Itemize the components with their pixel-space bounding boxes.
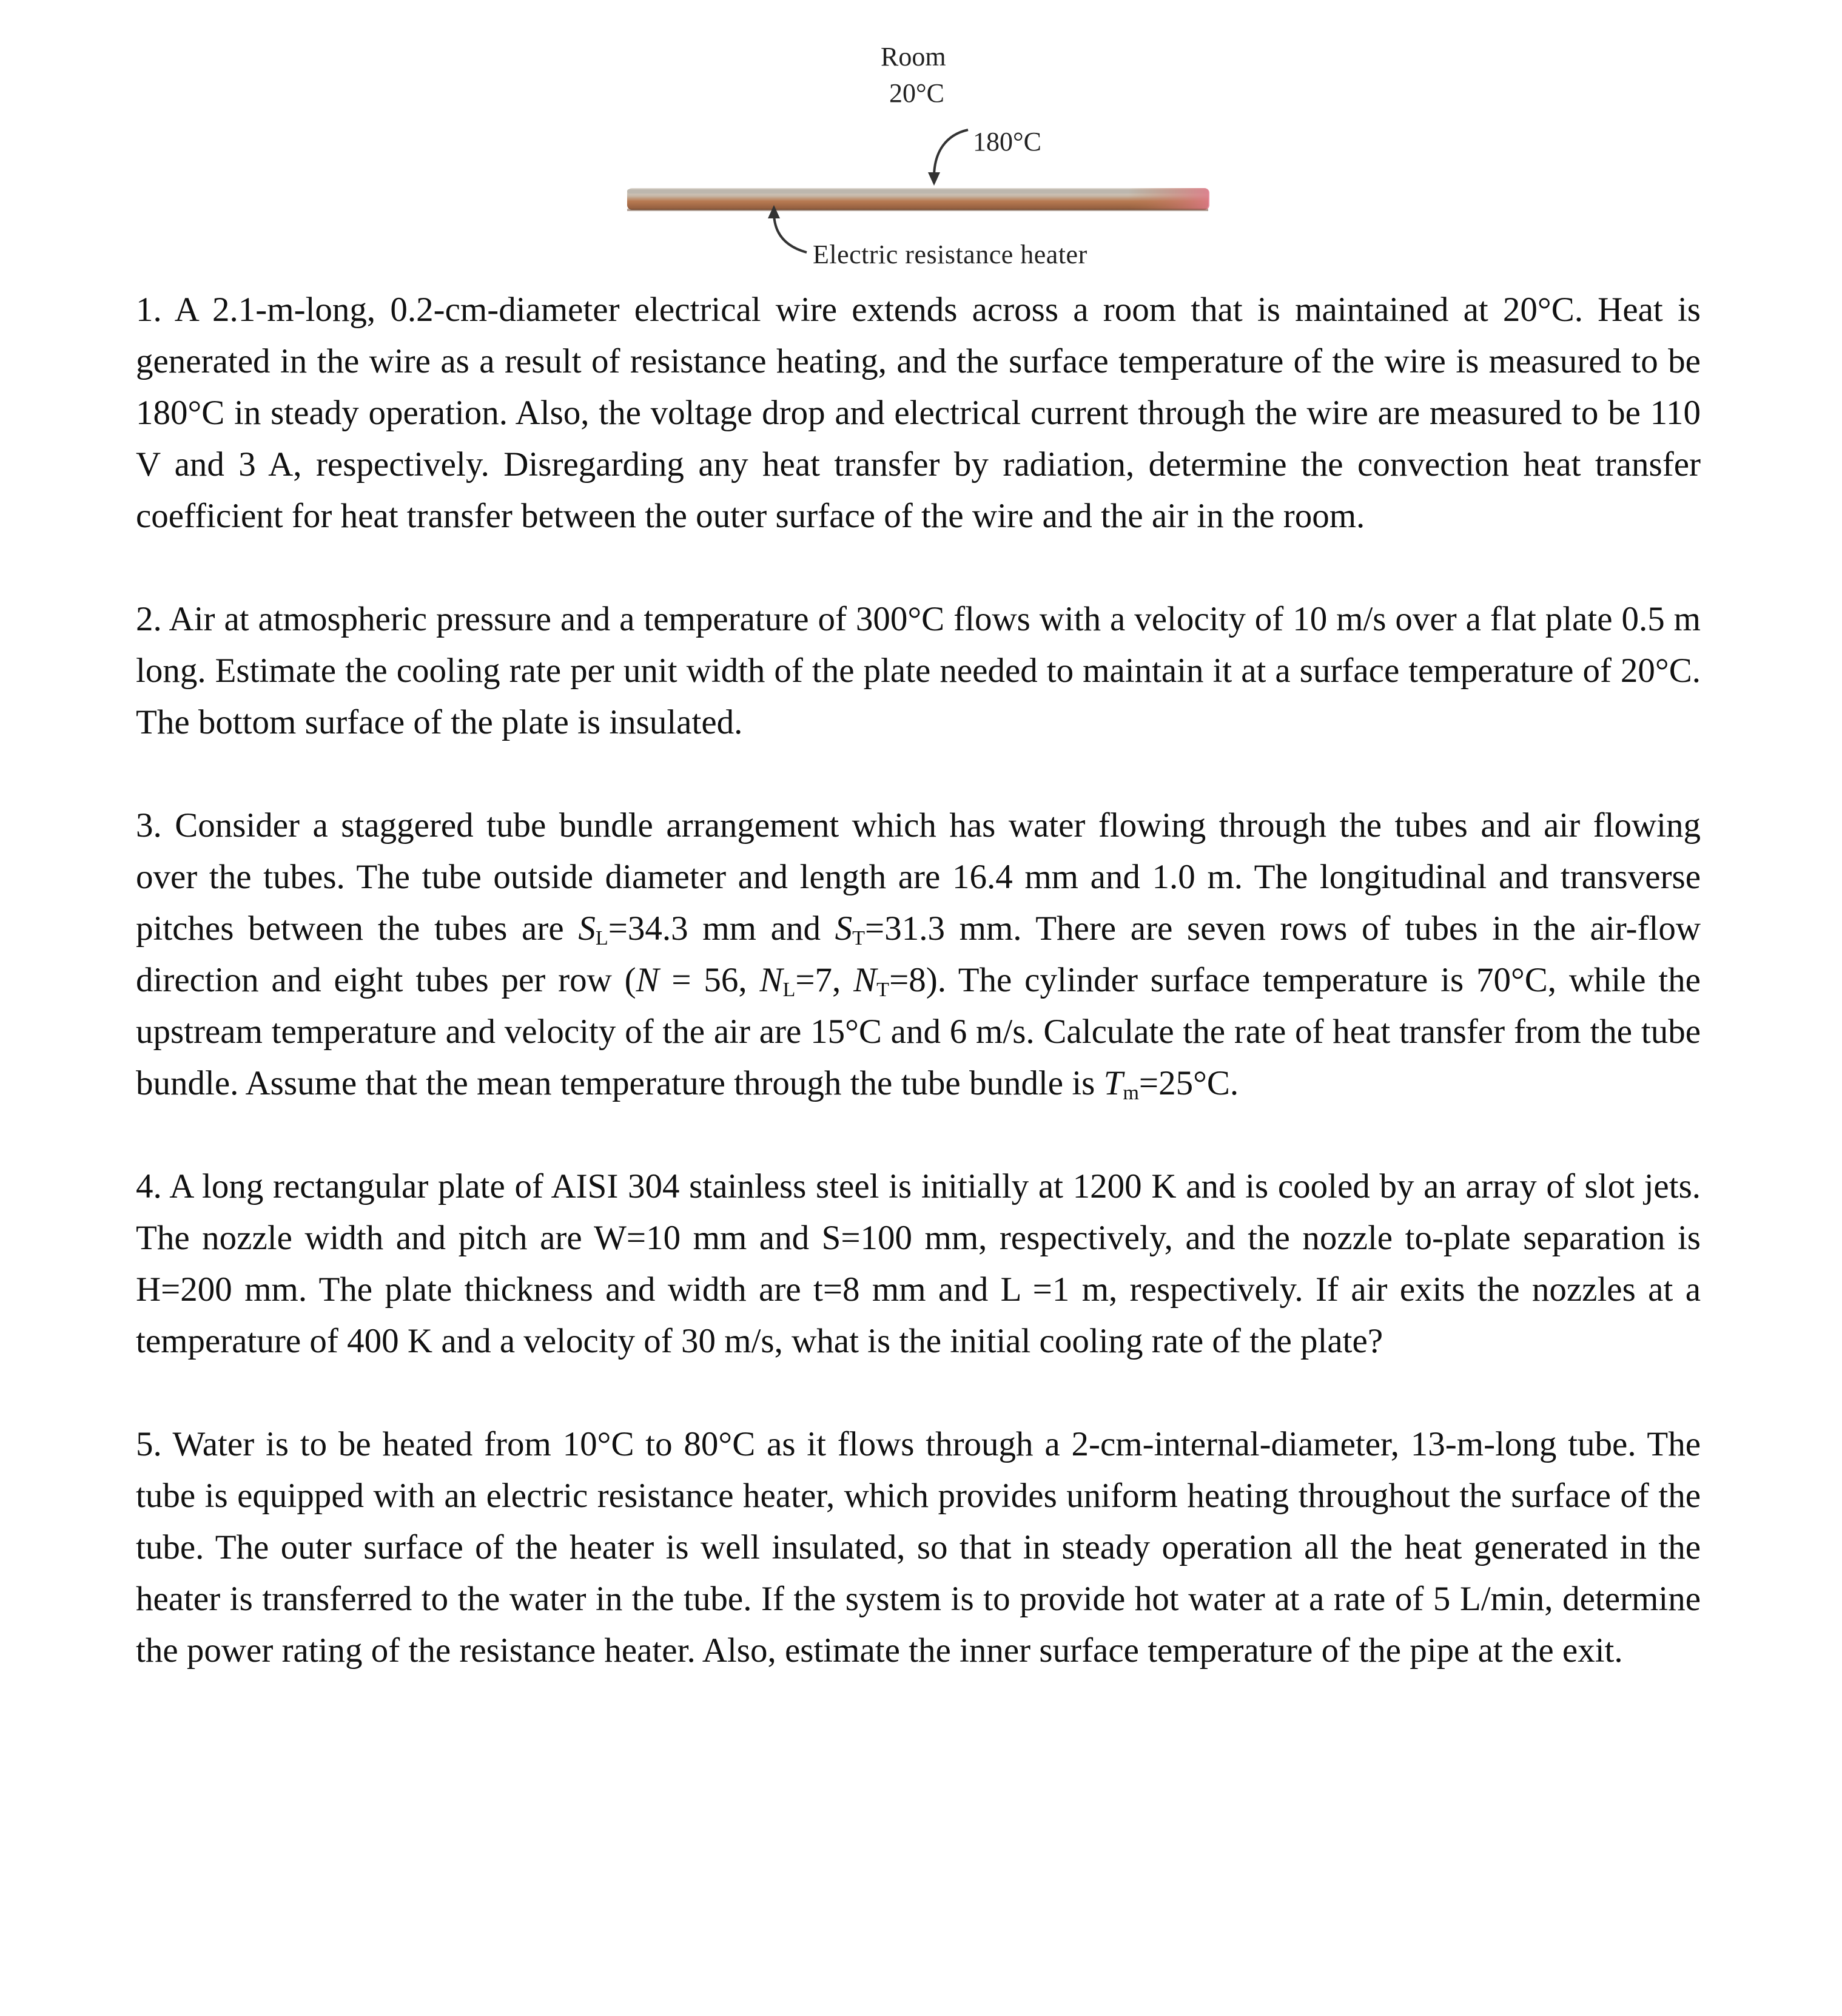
- problem-3: [136, 800, 1701, 1109]
- room-temp-label: 20°C: [889, 78, 944, 108]
- room-label: Room: [881, 42, 946, 72]
- st-symbol: S: [835, 909, 853, 948]
- n-symbol: N: [636, 961, 659, 999]
- problem-3-text-e: =7,: [795, 961, 854, 999]
- problem-3-text-d: = 56,: [659, 961, 760, 999]
- problem-3-text-c: =31.3 mm. There are seven rows of tubes in the air-flow direction and eight tubes per row (: [136, 909, 1701, 999]
- wire-figure: [0, 0, 1842, 279]
- nt-symbol: N: [853, 961, 877, 999]
- st-subscript: T: [852, 927, 866, 949]
- problem-3-text-b: =34.3 mm and: [608, 909, 835, 948]
- surface-temp-leader: [934, 130, 968, 177]
- nl-subscript: L: [782, 979, 796, 1001]
- wire-shadow: [627, 209, 1208, 211]
- wire-hot-end: [1128, 188, 1209, 210]
- problem-list: [136, 284, 1701, 1676]
- wire-highlight: [627, 189, 1208, 194]
- surface-temp-arrowhead: [928, 172, 940, 186]
- surface-temp-label: 180°C: [973, 127, 1041, 157]
- problem-4: 4. A long rectangular plate of AISI 304 stainless steel is initially at 1200 K and is cooled by an array of slot jets. The nozzle width and pitch are W=10 mm and S=100 mm, respectively, and the nozzle to-plate separation is H=200 mm. The plate thickness and width are t=8 mm and L =1 m, respectively. If air exits the nozzles at a temperature of 400 K and a velocity of 30 m/s, what is the initial cooling rate of the plate?: [136, 1167, 1701, 1360]
- tm-symbol: T: [1103, 1064, 1123, 1102]
- problem-3-text-f: =8). The cylinder surface temperature is 70°C, while the upstream temperature and velocity of the air are 15°C and 6 m/s. Calculate the rate of heat transfer from the tube bundle. Assume that the mean temperature through the tube bundle is: [136, 961, 1701, 1102]
- problem-3-text-a: 3. Consider a staggered tube bundle arrangement which has water flowing through the tubes and air flowing over the tubes. The tube outside diameter and length are 16.4 mm and 1.0 m. The longitudinal and transverse pitches between the tubes are: [136, 806, 1701, 948]
- problem-2: 2. Air at atmospheric pressure and a temperature of 300°C flows with a velocity of 10 m/s over a flat plate 0.5 m long. Estimate the cooling rate per unit width of the plate needed to maintain it at a surface temperature of 20°C. The bottom surface of the plate is insulated.: [136, 600, 1701, 741]
- sl-subscript: L: [595, 927, 608, 949]
- sl-symbol: S: [578, 909, 596, 948]
- nt-subscript: T: [876, 979, 890, 1001]
- nl-symbol: N: [759, 961, 783, 999]
- tm-subscript: m: [1123, 1082, 1139, 1104]
- problem-3-text-g: =25°C.: [1138, 1064, 1239, 1102]
- problem-5: 5. Water is to be heated from 10°C to 80°C as it flows through a 2-cm-internal-diameter, 13-m-long tube. The tube is equipped with an electric resistance heater, which provides uniform heating throughout the surface of the tube. The outer surface of the heater is well insulated, so that in steady operation all the heat generated in the heater is transferred to the water in the tube. If the system is to provide hot water at a rate of 5 L/min, determine the power rating of the resistance heater. Also, estimate the inner surface temperature of the pipe at the exit.: [136, 1425, 1701, 1670]
- problem-1: 1. A 2.1-m-long, 0.2-cm-diameter electrical wire extends across a room that is maintained at 20°C. Heat is generated in the wire as a result of resistance heating, and the surface temperature of the wire is measured to be 180°C in steady operation. Also, the voltage drop and electrical current through the wire are measured to be 110 V and 3 A, respectively. Disregarding any heat transfer by radiation, determine the convection heat transfer coefficient for heat transfer between the outer surface of the wire and the air in the room.: [136, 291, 1701, 535]
- heater-label: Electric resistance heater: [813, 240, 1087, 269]
